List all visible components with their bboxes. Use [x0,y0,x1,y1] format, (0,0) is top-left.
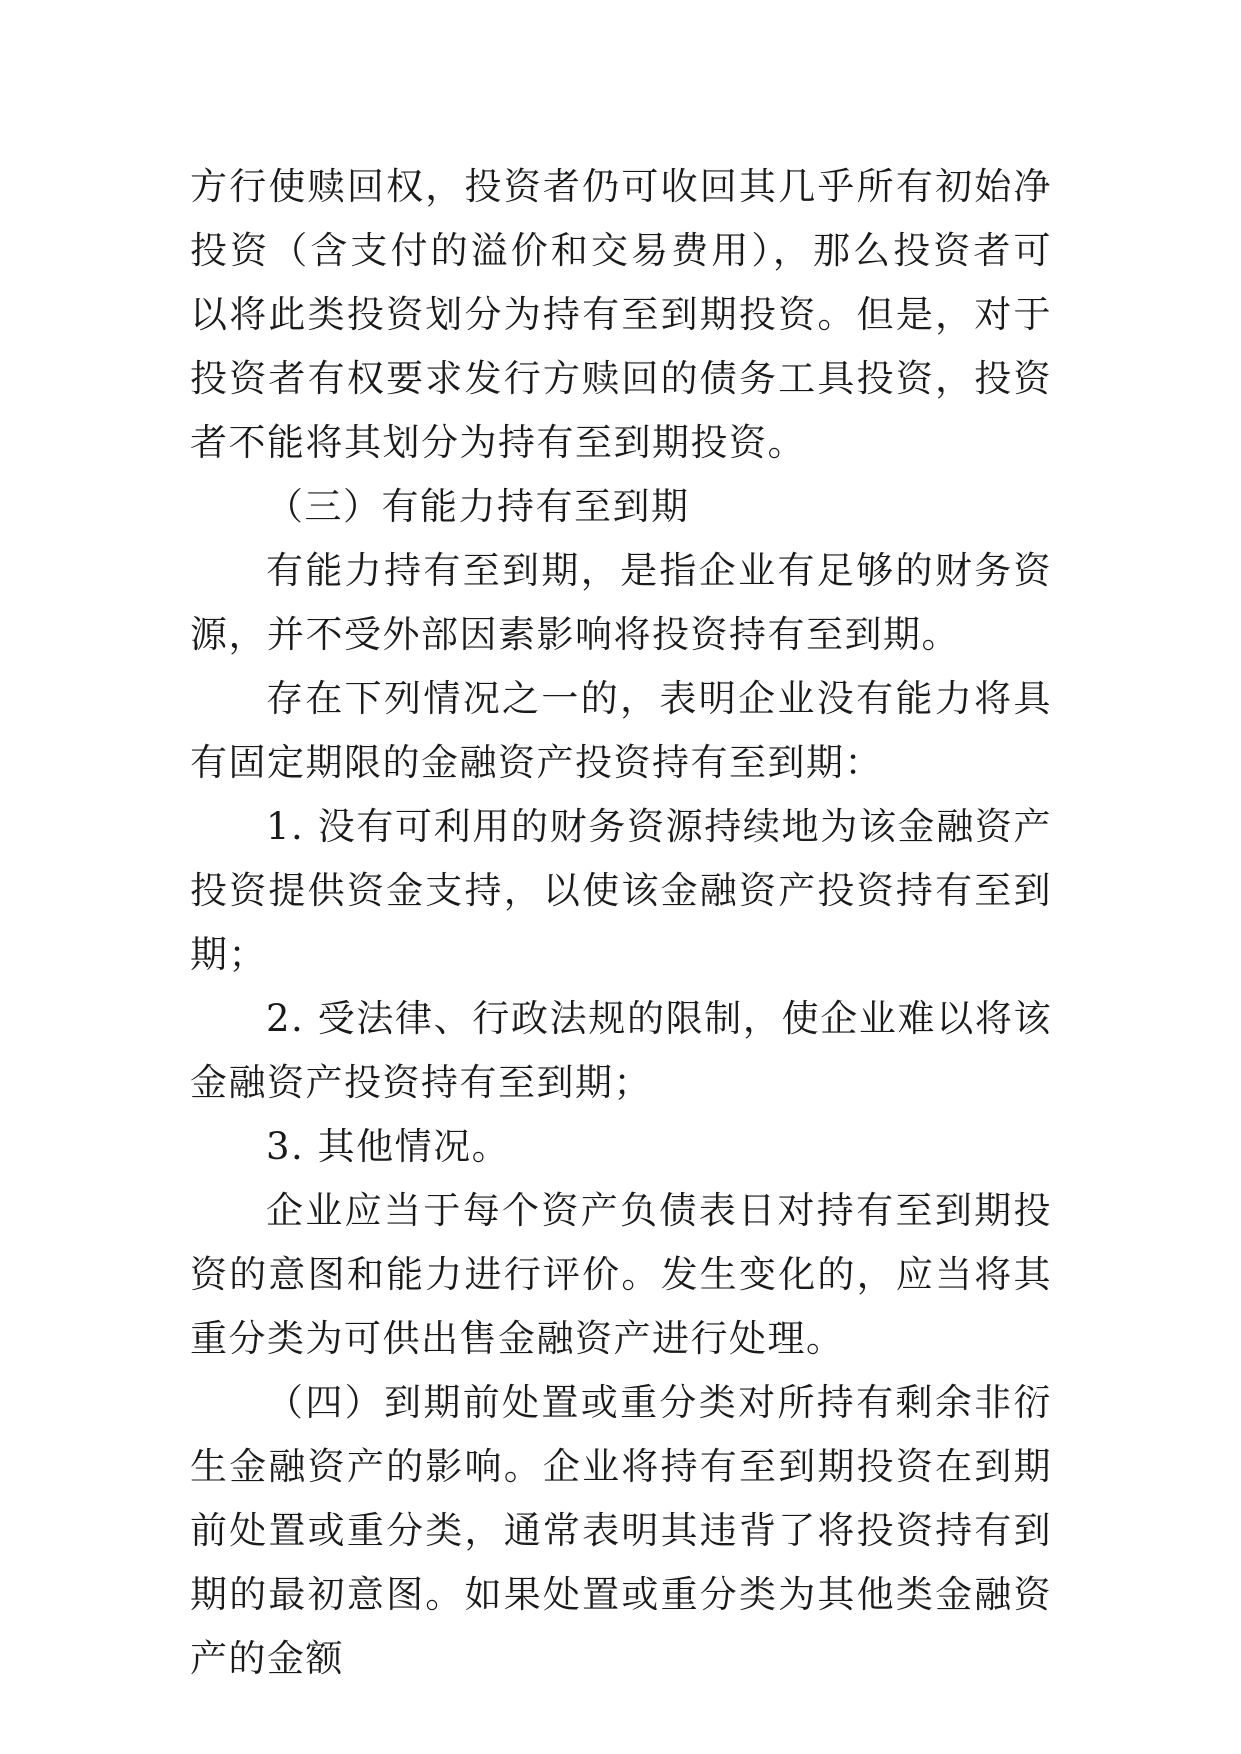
list-item-3: 3. 其他情况。 [266,1125,511,1168]
paragraph-evaluation: 企业应当于每个资产负债表日对持有至到期投资的意图和能力进行评价。发生变化的，应当将其重分类为可供出售金融资产进行处理。 [190,1189,1052,1360]
list-item-1: 1. 没有可利用的财务资源持续地为该金融资产投资提供资金支持，以使该金融资产投资持有至到期； [190,805,1052,976]
section-heading-ability-to-hold: （三）有能力持有至到期 [266,485,690,528]
paragraph-no-ability-conditions: 存在下列情况之一的，表明企业没有能力将具有固定期限的金融资产投资持有至到期： [190,677,1052,784]
list-item-2: 2. 受法律、行政法规的限制，使企业难以将该金融资产投资持有至到期； [190,997,1052,1104]
body-text [190,155,1052,1691]
paragraph-redemption-continuation: 方行使赎回权，投资者仍可收回其几乎所有初始净投资（含支付的溢价和交易费用），那么投资者可以将此类投资划分为持有至到期投资。但是，对于投资者有权要求发行方赎回的债务工具投资，投资者不能将其划分为持有至到期投资。 [190,165,1052,464]
section-heading-disposal-effect: （四）到期前处置或重分类对所持有剩余非衍生金融资产的影响。企业将持有至到期投资在到期前处置或重分类，通常表明其违背了将投资持有到期的最初意图。如果处置或重分类为其他类金融资产的金额 [190,1381,1052,1680]
paragraph-ability-definition: 有能力持有至到期，是指企业有足够的财务资源，并不受外部因素影响将投资持有至到期。 [190,549,1052,656]
